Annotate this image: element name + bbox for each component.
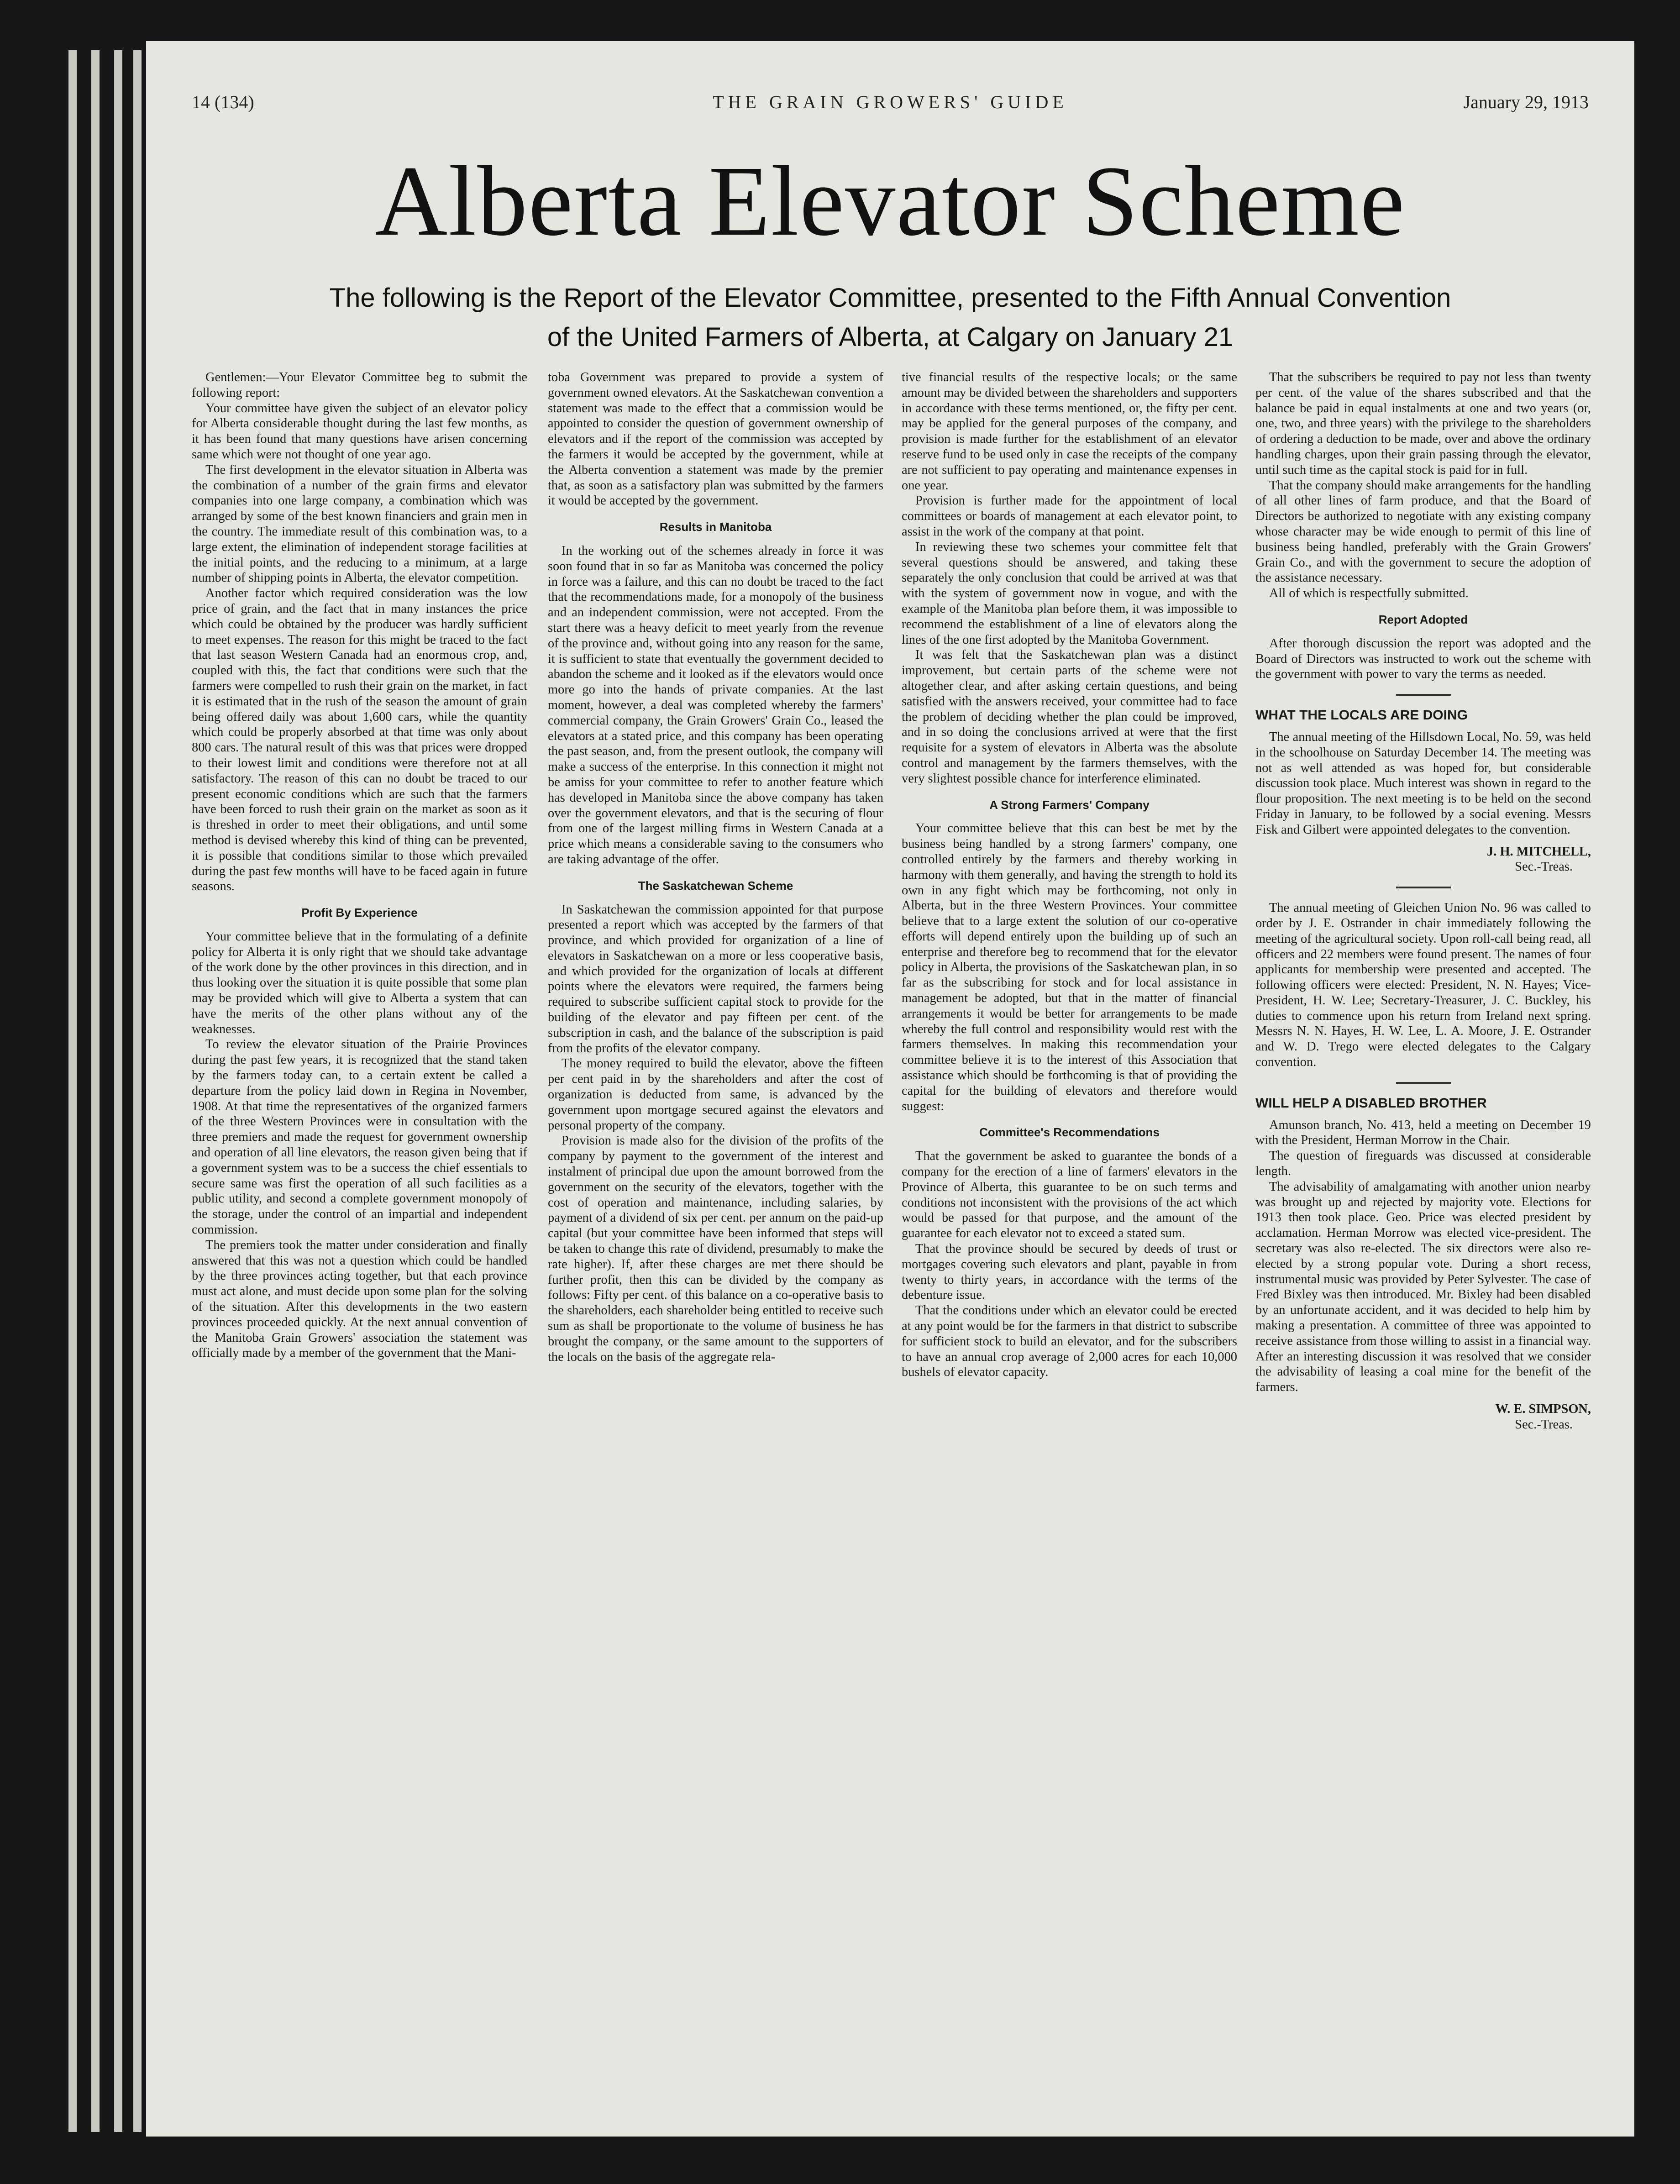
signature-title: Sec.-Treas.: [1515, 860, 1573, 874]
section-heading: Report Adopted: [1378, 612, 1468, 626]
paragraph: That the conditions under which an elevator could be erected at any point would be for the farmers in that district to subscribe for sufficient stock to build an elevator, and for the subscribers to have an annual crop average of 2,000 acres for each 10,000 bushels of elevator capacity.: [902, 1303, 1237, 1380]
article-subtitle: [201, 278, 1580, 357]
signature-title: Sec.-Treas.: [1515, 1417, 1573, 1432]
signature-name: J. H. MITCHELL,: [1487, 844, 1591, 859]
section-heading: A Strong Farmers' Company: [989, 798, 1150, 812]
paragraph: In reviewing these two schemes your committee felt that several questions should be answered, and taking these separately the only conclusion that could be arrived at was that with the system of government now in vogue, and with the example of the Manitoba plan before them, it was impossible to recommend the establishment of a line of elevators along the lines of the one first adopted by the Manitoba Government.: [902, 540, 1237, 647]
divider-rule: [1396, 1082, 1451, 1084]
divider-rule: [1396, 694, 1451, 696]
column-1: [192, 370, 527, 2105]
paragraph: The annual meeting of Gleichen Union No. 96 was called to order by J. E. Ostrander in chair immediately following the meeting of the agricultural society. Upon roll-call being read, all officers and 22 members were found present. The names of four applicants for membership were presented and accepted. The following officers were elected: President, N. N. Hayes; Vice-President, H. W. Lee; Secretary-Treasurer, J. C. Buckley, his duties to commence upon his return from Ireland next spring. Messrs N. N. Hayes, H. W. Lee, L. A. Moore, J. E. Ostrander and W. D. Trego were elected delegates to the Calgary convention.: [1255, 901, 1591, 1070]
column-4: [1255, 370, 1591, 2105]
paragraph: The advisability of amalgamating with another union nearby was brought up and rejected by majority vote. Elections for 1913 then took place. Geo. Price was elected president by acclamation. Herman Morrow was elected vice-president. The secretary was also re-elected. The six directors were also re-elected by a strong popular vote. During a short recess, instrumental music was provided by Peter Sylvester. The case of Fred Bixley was then introduced. Mr. Bixley had been disabled by an unfortunate accident, and it was decided to help him by making a presentation. A committee of three was appointed to receive assistance from those willing to assist in a financial way. After an interesting discussion it was resolved that we consider the advisability of leasing a coal mine for the benefit of the farmers.: [1255, 1179, 1591, 1395]
subtitle-line: The following is the Report of the Elevator Committee, presented to the Fifth Annual Convention: [329, 283, 1451, 313]
section-heading: The Saskatchewan Scheme: [638, 878, 793, 892]
section-heading: WHAT THE LOCALS ARE DOING: [1255, 708, 1468, 723]
paragraph: All of which is respectfully submitted.: [1269, 586, 1469, 601]
paragraph: That the company should make arrangements for the handling of all other lines of farm produce, and that the Board of Directors be authorized to negotiate with any existing company whose character may be wide enough to permit of this line of business being handled, preferably with the Grain Growers' Grain Co., and with the government to secure the adoption of the assistance necessary.: [1255, 478, 1591, 585]
article-title: Alberta Elevator Scheme: [375, 145, 1406, 257]
paragraph: Amunson branch, No. 413, held a meeting on December 19 with the President, Herman Morrow in the Chair.: [1255, 1118, 1591, 1148]
paragraph: That the government be asked to guarantee the bonds of a company for the erection of a line of farmers' elevators in the Province of Alberta, this guarantee to be on such terms and conditions not inconsistent with the provisions of the act which would be passed for that purpose, and the amount of the guarantee for each elevator not to exceed a stated sum.: [902, 1149, 1237, 1241]
paragraph: Provision is further made for the appointment of local committees or boards of management at each elevator point, to assist in the work of the company at that point.: [902, 493, 1237, 539]
paragraph: That the subscribers be required to pay not less than twenty per cent. of the value of the shares subscribed and that the balance be paid in equal instalments at one and two years (or, one, two, and three years) with the privilege to the shareholders of ordering a deduction to be made, over and above the ordinary handling charges, upon their grain passing through the elevator, until such time as the capital stock is paid for in full.: [1255, 370, 1591, 477]
paragraph: The question of fireguards was discussed at considerable length.: [1255, 1149, 1591, 1179]
column-2: [548, 370, 883, 2105]
stacked-page-edge: [133, 50, 142, 2132]
stacked-page-edge: [91, 50, 100, 2132]
paragraph: Gentlemen:—Your Elevator Committee beg to submit the following report:: [192, 370, 527, 400]
running-header: [192, 91, 1589, 128]
section-heading: WILL HELP A DISABLED BROTHER: [1255, 1095, 1487, 1111]
subtitle-line: of the United Farmers of Alberta, at Calgary on January 21: [547, 322, 1234, 352]
newspaper-page: [146, 41, 1634, 2137]
section-heading: Profit By Experience: [301, 906, 418, 920]
paragraph: The first development in the elevator situation in Alberta was the combination of a number of the grain firms and elevator companies into one large company, a combination which was arranged by some of the best known financiers and grain men in the country. The immediate result of this combination was, to a large extent, the elimination of independent storage facilities at the initial points, and the reducing to a minimum, at a large number of shipping points in Alberta, the elevator competition.: [192, 462, 527, 585]
paragraph: toba Government was prepared to provide a system of government owned elevators. At the Saskatchewan convention a statement was made to the effect that a commission would be appointed to consider the question of government ownership of elevators and if the report of the commission was accepted by the farmers it would be accepted by the government, while at the Alberta convention a statement was made by the premier that, as soon as a satisfactory plan was submitted by the farmers it would be accepted by the government.: [548, 370, 883, 508]
paragraph: In Saskatchewan the commission appointed for that purpose presented a report which was accepted by the farmers of that province, and which provided for organization of a line of elevators in Saskatchewan on a more or less cooperative basis, and which provided for the organization of locals at different points where the elevators were required, the farmers being required to subscribe sufficient capital stock to provide for the building of the elevator and pay fifteen per cent. of the subscription in cash, and the balance of the subscription is paid from the profits of the elevator company.: [548, 902, 883, 1055]
paragraph: Your committee believe that in the formulating of a definite policy for Alberta it is only right that we should take advantage of the work done by the other provinces in this direction, and in thus looking over the situation it is quite possible that some plan may be provided which will give to Alberta a system that can have the merits of the other plans without any of the weaknesses.: [192, 929, 527, 1036]
paragraph: To review the elevator situation of the Prairie Provinces during the past few years, it is recognized that the stand taken by the farmers today can, to a certain extent be called a departure from the policy laid down in Regina in November, 1908. At that time the representatives of the organized farmers of the three Western Provinces were in consultation with the three premiers and made the request for government ownership and operation of all line elevators, the reason given being that if a government system was to be a success the chief essentials to secure same was first the operation of all such facilities as a public utility, and second a complete government monopoly of the storage, under the control of an impartial and independent commission.: [192, 1037, 527, 1237]
paragraph: Another factor which required consideration was the low price of grain, and the fact that in many instances the price which could be obtained by the producer was hardly sufficient to meet expenses. The reason for this might be traced to the fact that last season Western Canada had an enormous crop, and, coupled with this, the fact that conditions were such that the farmers were compelled to rush their grain on the market, in fact it is estimated that in the rush of the season the amount of grain being offered daily was about 1,600 cars, while the quantity which could be properly absorbed at that time was only about 800 cars. The natural result of this was that prices were dropped to their lowest limit and conditions were therefore not at all satisfactory. The reason of this can no doubt be traced to our present economic conditions which are such that the farmers have been forced to rush their grain on the market as soon as it is threshed in order to meet their obligations, and until some method is devised whereby this kind of thing can be prevented, it is possible that conditions similar to those which prevailed during the past few months will have to be faced again in future seasons.: [192, 586, 527, 894]
masthead: THE GRAIN GROWERS' GUIDE: [713, 92, 1068, 112]
divider-rule: [1396, 887, 1451, 888]
column-3: [902, 370, 1237, 2105]
stacked-page-edge: [114, 50, 122, 2132]
paragraph: The money required to build the elevator, above the fifteen per cent paid in by the shareholders and after the cost of organization is deducted from same, is advanced by the government upon mortgage secured against the elevators and personal property of the company.: [548, 1056, 883, 1133]
paragraph: After thorough discussion the report was adopted and the Board of Directors was instructed to work out the scheme with the government with power to vary the terms as needed.: [1255, 636, 1591, 682]
paragraph: In the working out of the schemes already in force it was soon found that in so far as Manitoba was concerned the policy in force was a failure, and this can no doubt be traced to the fact that the recommendations made, for a monopoly of the business and an independent commission, were not accepted. From the start there was a heavy deficit to meet yearly from the revenue of the province and, without going into any reason for the same, it is sufficient to state that eventually the government decided to abandon the scheme and it looked as if the elevators would once more go into the hands of private companies. At the last moment, however, a deal was completed whereby the farmers' commercial company, the Grain Growers' Grain Co., leased the elevators at a stated price, and this company has been operating the past season, and, from the present outlook, the company will make a success of the enterprise. In this connection it might not be amiss for your committee to refer to another feature which has developed in Manitoba since the above company has taken over the government elevators, and that is the securing of flour from one of the largest milling firms in Western Canada at a price which means a considerable saving to the consumers who are taking advantage of the offer.: [548, 543, 883, 866]
paragraph: That the province should be secured by deeds of trust or mortgages covering such elevators and plant, payable in from twenty to thirty years, in accordance with the terms of the debenture issue.: [902, 1242, 1237, 1302]
paragraph: Your committee have given the subject of an elevator policy for Alberta considerable thought during the last few months, as it has been found that many questions have arisen concerning same which were not thought of one year ago.: [192, 401, 527, 462]
page-number: 14 (134): [192, 92, 254, 112]
signature-name: W. E. SIMPSON,: [1495, 1402, 1591, 1417]
paragraph: It was felt that the Saskatchewan plan was a distinct improvement, but certain parts of the scheme were not altogether clear, and after asking certain questions, and being satisfied with the answers received, your committee had to face the problem of deciding whether the plan could be improved, and in so doing the conclusions arrived at were that the first requisite for a system of elevators in Alberta was the absolute control and management by the farmers themselves, with the very slightest possible chance for interference eliminated.: [902, 648, 1237, 786]
section-heading: Committee's Recommendations: [979, 1125, 1160, 1139]
section-heading: Results in Manitoba: [659, 520, 772, 534]
paragraph: The premiers took the matter under consideration and finally answered that this was not a question which could be handled by the three provinces acting together, but that each province must act alone, and must decide upon some plan for the solving of the situation. After this developments in the two eastern provinces proceeded quickly. At the next annual convention of the Manitoba Grain Growers' association the statement was officially made by a member of the government that the Mani-: [192, 1238, 527, 1360]
paragraph: Your committee believe that this can best be met by the business being handled by a strong farmers' company, one controlled entirely by the farmers and thereby working in harmony with them generally, and having the strength to hold its own in any fight which may be forthcoming, not only in Alberta, but in the three Western Provinces. Your committee believe that to a large extent the solution of our co-operative efforts will depend entirely upon the building up of such an enterprise and therefore beg to recommend that for the elevator policy in Alberta, the provisions of the Saskatchewan plan, in so far as the subscribing for stock and for local assistance in management be adopted, but that in the matter of financial arrangements it would be better for arrangements to be made whereby the full control and responsibility would rest with the farmers themselves. In making this recommendation your committee believe it is to the interest of this Association that assistance which should be forthcoming is that of providing the capital for the building of elevators and therefore would suggest:: [902, 821, 1237, 1113]
paragraph: tive financial results of the respective locals; or the same amount may be divided between the shareholders and supporters in accordance with these terms mentioned, or, the fifty per cent. may be applied for the general purposes of the company, and provision is made further for the establishment of an elevator reserve fund to be used only in case the receipts of the company are not sufficient to pay operating and maintenance expenses in one year.: [902, 370, 1237, 493]
paragraph: Provision is made also for the division of the profits of the company by payment to the government of the interest and instalment of principal due upon the amount borrowed from the government on the security of the elevators, together with the cost of operation and maintenance, including salaries, by payment of a dividend of six per cent. per annum on the paid-up capital (but your committee have been informed that steps will be taken to change this rate of dividend, presumably to make the rate higher). If, after these charges are met there should be further profit, then this can be divided by the company as follows: Fifty per cent. of this balance on a co-operative basis to the shareholders, each shareholder being entitled to receive such sum as shall be proportionate to the volume of business he has brought the company, or the same amount to the supporters of the locals on the basis of the aggregate rela-: [548, 1134, 883, 1364]
issue-date: January 29, 1913: [1463, 92, 1589, 112]
paragraph: The annual meeting of the Hillsdown Local, No. 59, was held in the schoolhouse on Saturday December 14. The meeting was not as well attended as was hoped for, but considerable discussion took place. Much interest was shown in regard to the flour proposition. The next meeting is to be held on the second Friday in January, to be followed by a social evening. Messrs Fisk and Gilbert were appointed delegates to the convention.: [1255, 730, 1591, 837]
stacked-page-edge: [68, 50, 77, 2132]
